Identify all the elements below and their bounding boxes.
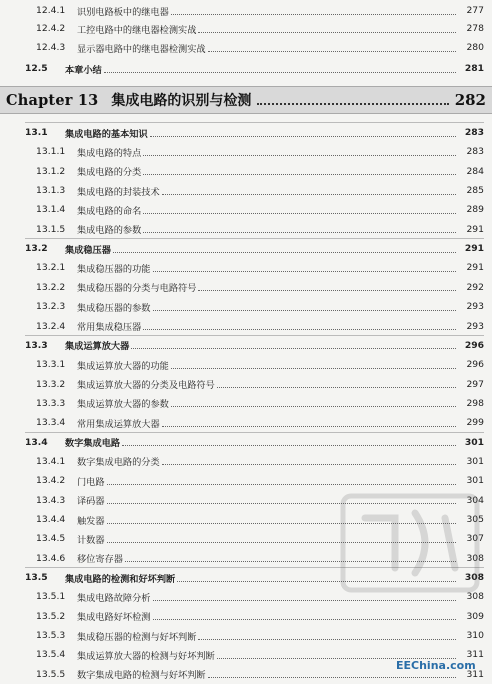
entry-page: 291: [466, 223, 484, 235]
leader-dots: [113, 251, 456, 253]
leader-dots: [171, 405, 456, 407]
entry-number: 13.2.3: [36, 301, 66, 313]
leader-dots: [198, 31, 456, 33]
toc-section-entry: [0, 59, 492, 78]
toc-subsection-entry: [0, 19, 492, 38]
entry-page: 307: [466, 533, 484, 545]
chapter-heading: [0, 86, 492, 114]
entry-title: 移位寄存器: [77, 554, 123, 566]
leader-dots: [122, 444, 456, 446]
toc-subsection-entry: [0, 317, 492, 336]
toc-subsection-entry: [0, 452, 492, 471]
entry-page: 305: [466, 514, 484, 525]
leader-dots: [208, 676, 456, 678]
entry-page: 293: [466, 301, 484, 313]
entry-title: 集成稳压器的参数: [77, 302, 151, 314]
entry-number: 13.3.2: [36, 378, 66, 390]
entry-number: 12.5: [25, 63, 48, 74]
entry-title: 集成运算放大器: [65, 341, 130, 353]
entry-page: 277: [466, 5, 484, 16]
entry-title: 集成电路的命名: [77, 205, 142, 217]
entry-page: 289: [466, 204, 484, 216]
toc-subsection-entry: [0, 162, 492, 181]
toc-subsection-entry: [0, 200, 492, 219]
leader-dots: [143, 231, 456, 233]
toc-section-entry: [0, 123, 492, 142]
leader-dots: [153, 599, 457, 601]
entry-number: 13.5.3: [36, 630, 66, 642]
entry-title: 显示器电路中的继电器检测实战: [77, 43, 206, 55]
entry-title: 集成电路的封装技术: [77, 186, 160, 198]
entry-title: 常用集成运算放大器: [77, 418, 160, 430]
entry-number: 13.5.2: [36, 610, 66, 622]
toc-subsection-entry: [0, 413, 492, 432]
entry-title: 工控电路中的继电器检测实战: [77, 24, 197, 36]
entry-page: 285: [466, 185, 484, 197]
entry-number: 12.4.3: [36, 42, 66, 53]
leader-dots: [150, 135, 456, 137]
entry-title: 集成电路好坏检测: [77, 612, 151, 624]
entry-number: 13.1.5: [36, 223, 66, 235]
leader-dots: [153, 618, 457, 620]
entry-page: 301: [466, 455, 484, 467]
toc-section-entry: [0, 433, 492, 452]
leader-dots: [143, 154, 456, 156]
chapter-label: Chapter 13: [6, 91, 99, 109]
leader-dots: [171, 13, 456, 15]
leader-dots: [162, 463, 456, 465]
entry-title: 集成电路故障分析: [77, 592, 151, 604]
entry-title: 集成稳压器的分类与电路符号: [77, 283, 197, 295]
entry-page: 299: [466, 417, 484, 429]
entry-number: 13.4.4: [36, 514, 66, 525]
leader-dots: [162, 425, 456, 427]
entry-page: 311: [466, 649, 484, 661]
toc-subsection-entry: [0, 220, 492, 239]
chapter-title: 集成电路的识别与检测: [111, 93, 252, 109]
entry-number: 13.1.3: [36, 185, 66, 197]
entry-title: 集成运算放大器的功能: [77, 360, 169, 372]
entry-number: 13.2.4: [36, 320, 66, 332]
entry-number: 13.1.4: [36, 204, 66, 216]
entry-title: 集成稳压器的检测与好坏判断: [77, 631, 197, 643]
entry-page: 284: [466, 165, 484, 177]
seal-watermark-icon: [335, 488, 485, 598]
entry-page: 298: [466, 397, 484, 409]
entry-page: 291: [464, 243, 484, 255]
entry-page: 296: [464, 339, 484, 351]
entry-title: 常用集成稳压器: [77, 322, 142, 333]
entry-title: 集成运算放大器的分类及电路符号: [77, 380, 215, 392]
entry-page: 301: [464, 436, 484, 448]
entry-number: 13.5.4: [36, 649, 66, 661]
entry-title: 识别电路板中的继电器: [77, 6, 169, 18]
entry-title: 集成运算放大器的检测与好坏判断: [77, 650, 215, 662]
toc-subsection-entry: [0, 626, 492, 645]
entry-page: 297: [466, 378, 484, 390]
leader-dots: [143, 212, 456, 214]
footer-watermark: EEChina.com: [396, 659, 476, 672]
entry-page: 301: [466, 475, 484, 487]
entry-title: 数字集成电路: [65, 438, 121, 450]
entry-title: 译码器: [77, 496, 105, 508]
toc-subsection-entry: [0, 375, 492, 394]
entry-number: 13.1.2: [36, 165, 66, 177]
leader-dots: [153, 309, 457, 311]
entry-page: 292: [466, 281, 484, 293]
entry-title: 计数器: [77, 534, 105, 546]
entry-page: 308: [466, 552, 484, 564]
entry-number: 12.4.2: [36, 23, 66, 34]
entry-number: 12.4.1: [36, 5, 66, 16]
entry-page: 293: [466, 320, 484, 332]
toc-subsection-entry: [0, 278, 492, 297]
entry-page: 309: [466, 610, 484, 622]
entry-title: 集成电路的特点: [77, 147, 142, 159]
entry-number: 13.3: [25, 339, 48, 351]
entry-page: 311: [466, 668, 484, 680]
toc-subsection-entry: [0, 258, 492, 277]
leader-dots: [162, 193, 456, 195]
leader-dots: [143, 328, 456, 330]
entry-page: 308: [464, 572, 484, 584]
leader-dots: [153, 270, 457, 272]
entry-number: 13.4.2: [36, 475, 66, 487]
entry-number: 13.3.3: [36, 397, 66, 409]
entry-page: 308: [466, 591, 484, 603]
chapter-page: 282: [454, 91, 486, 109]
entry-title: 集成电路的分类: [77, 167, 142, 179]
entry-number: 13.3.1: [36, 359, 66, 371]
toc-subsection-entry: [0, 297, 492, 316]
entry-title: 集成电路的基本知识: [65, 128, 148, 140]
entry-page: 310: [466, 630, 484, 642]
entry-page: 280: [466, 42, 484, 53]
entry-title: 集成稳压器的功能: [77, 263, 151, 275]
leader-dots: [171, 367, 456, 369]
leader-dots: [217, 386, 456, 388]
entry-number: 13.2.2: [36, 281, 66, 293]
entry-number: 13.4.1: [36, 455, 66, 467]
entry-title: 本章小结: [65, 64, 102, 76]
toc-subsection-entry: [0, 38, 492, 57]
entry-number: 13.2.1: [36, 262, 66, 274]
entry-page: 283: [466, 146, 484, 158]
entry-number: 13.1: [25, 127, 48, 138]
toc-subsection-entry: [0, 607, 492, 626]
leader-dots: [198, 289, 456, 291]
entry-number: 13.5.5: [36, 668, 66, 680]
entry-title: 集成电路的检测和好坏判断: [65, 573, 176, 585]
entry-page: 281: [464, 63, 484, 74]
leader-dots: [104, 71, 456, 73]
leader-dots: [143, 173, 456, 175]
toc-subsection-entry: [0, 181, 492, 200]
entry-number: 13.4: [25, 436, 48, 448]
leader-dots: [208, 50, 456, 52]
entry-page: 304: [466, 494, 484, 506]
entry-number: 13.4.6: [36, 552, 66, 564]
toc-subsection-entry: [0, 355, 492, 374]
entry-title: 数字集成电路的检测与好坏判断: [77, 670, 206, 682]
entry-number: 13.4.5: [36, 533, 66, 545]
entry-number: 13.3.4: [36, 417, 66, 429]
entry-title: 集成稳压器: [65, 244, 111, 256]
entry-page: 283: [464, 127, 484, 138]
entry-title: 集成运算放大器的参数: [77, 399, 169, 411]
entry-number: 13.5.1: [36, 591, 66, 603]
toc-subsection-entry: [0, 1, 492, 20]
entry-number: 13.2: [25, 243, 48, 255]
entry-title: 触发器: [77, 515, 105, 527]
entry-title: 门电路: [77, 476, 105, 488]
entry-title: 集成电路的参数: [77, 225, 142, 237]
leader-dots: [198, 638, 456, 640]
toc-section-entry: [0, 239, 492, 258]
entry-page: 291: [466, 262, 484, 274]
toc-subsection-entry: [0, 394, 492, 413]
toc-section-entry: [0, 336, 492, 355]
entry-title: 数字集成电路的分类: [77, 457, 160, 469]
entry-number: 13.4.3: [36, 494, 66, 506]
entry-page: 296: [466, 359, 484, 371]
entry-page: 278: [466, 23, 484, 34]
leader-dots: [131, 347, 456, 349]
leader-dots: [107, 483, 456, 485]
entry-number: 13.5: [25, 572, 48, 584]
entry-number: 13.1.1: [36, 146, 66, 158]
chapter-leader-dots: [257, 103, 448, 105]
toc-subsection-entry: [0, 142, 492, 161]
